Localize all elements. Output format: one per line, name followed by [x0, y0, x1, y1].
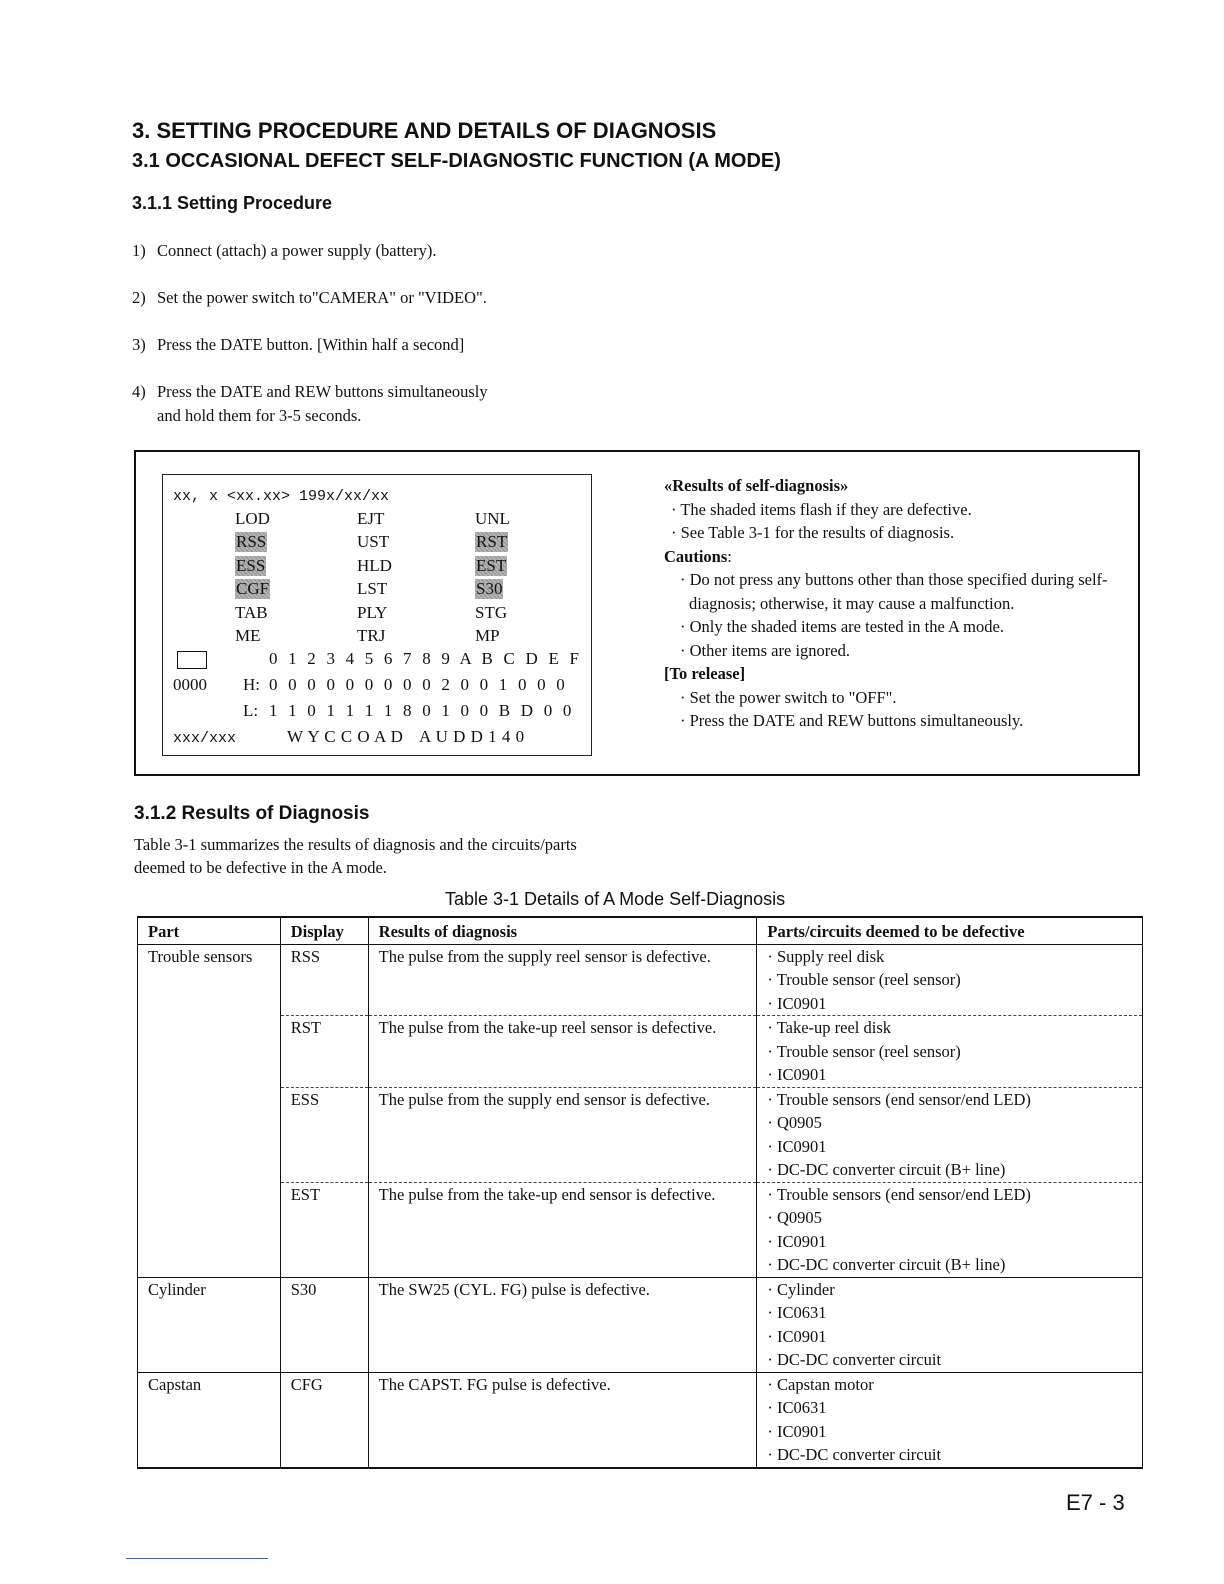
release-note: · Set the power switch to "OFF". — [680, 687, 897, 707]
part-cell: Capstan — [138, 1372, 281, 1468]
result-cell: The pulse from the take-up end sensor is defective. — [368, 1182, 757, 1277]
code-value: 0000 — [173, 675, 207, 694]
screen-item: STG — [475, 603, 508, 622]
part-cell: Trouble sensors — [138, 944, 281, 1277]
screen-item-shaded: S30 — [476, 579, 503, 598]
table-row — [138, 1087, 1143, 1182]
parts-cell: · Capstan motor · IC0631 · IC0901 · DC-DC converter circuit — [757, 1372, 1143, 1468]
step-3: 3) Press the DATE button. [Within half a second] — [132, 335, 465, 354]
table-row — [138, 1182, 1143, 1277]
screen-item: ME — [235, 626, 261, 645]
screen-item-shaded: RST — [476, 532, 508, 551]
screen-item-shaded: EST — [476, 556, 507, 575]
display-cell: EST — [280, 1182, 368, 1277]
release-note: · Press the DATE and REW buttons simultaneously. — [680, 711, 1024, 730]
table-header-row — [138, 917, 1143, 944]
table-row — [138, 1277, 1143, 1372]
caution-note: · Do not press any buttons other than those specified during self-diagnosis; otherwise, it may cause a malfunction. — [680, 570, 1108, 613]
parts-cell: · Supply reel disk · Trouble sensor (reel sensor) · IC0901 — [757, 944, 1143, 1016]
display-cell: ESS — [280, 1087, 368, 1182]
parts-cell: · Take-up reel disk · Trouble sensor (reel sensor) · IC0901 — [757, 1016, 1143, 1088]
screen-item-shaded: RSS — [236, 532, 267, 551]
caution-note: · Only the shaded items are tested in the A mode. — [680, 617, 1004, 636]
screen-footer-right: A U D D 1 4 0 — [419, 727, 525, 746]
results-note: · The shaded items flash if they are defective. — [671, 499, 972, 519]
screen-item: EJT — [357, 509, 385, 528]
display-cell: RSS — [280, 944, 368, 1016]
display-cell: RST — [280, 1016, 368, 1088]
parts-cell: · Cylinder · IC0631 · IC0901 · DC-DC converter circuit — [757, 1277, 1143, 1372]
screen-item: LOD — [235, 509, 270, 528]
display-cell: S30 — [280, 1277, 368, 1372]
result-cell: The pulse from the supply end sensor is defective. — [368, 1087, 757, 1182]
screen-item: HLD — [357, 556, 392, 575]
result-cell: The pulse from the take-up reel sensor is defective. — [368, 1016, 757, 1088]
diagnosis-display-box — [134, 450, 1140, 776]
screen-item: LST — [357, 579, 388, 598]
h-label: H: — [243, 675, 260, 694]
setting-procedure-heading: 3.1.1 Setting Procedure — [132, 193, 333, 213]
results-heading: 3.1.2 Results of Diagnosis — [134, 803, 370, 824]
hex-header: 0 1 2 3 4 5 6 7 8 9 A B C D E F — [269, 649, 583, 668]
screen-item-shaded: ESS — [236, 556, 266, 575]
table-caption: Table 3-1 Details of A Mode Self-Diagnosis — [445, 889, 786, 909]
screen-item: TRJ — [357, 626, 386, 645]
parts-cell: · Trouble sensors (end sensor/end LED) · Q0905 · IC0901 · DC-DC converter circuit (B+ line) — [757, 1182, 1143, 1277]
square-icon — [177, 651, 207, 669]
screen-footer-left: xxx/xxx — [173, 730, 237, 747]
col-header-part: Part — [138, 917, 281, 944]
screen-item: TAB — [235, 603, 268, 622]
col-header-results: Results of diagnosis — [368, 917, 757, 944]
section-heading: 3. SETTING PROCEDURE AND DETAILS OF DIAGNOSIS — [132, 118, 717, 143]
table-row — [138, 1016, 1143, 1088]
screen-item: UST — [357, 532, 390, 551]
table-row — [138, 944, 1143, 1016]
diagnosis-notes — [664, 474, 1134, 733]
col-header-parts: Parts/circuits deemed to be defective — [757, 917, 1143, 944]
footer-divider — [126, 1558, 268, 1559]
release-title: [To release] — [664, 664, 746, 683]
part-cell: Cylinder — [138, 1277, 281, 1372]
result-cell: The CAPST. FG pulse is defective. — [368, 1372, 757, 1468]
screen-item: MP — [475, 626, 500, 645]
screen-footer-mid: W Y C C O A D — [287, 727, 404, 746]
col-header-display: Display — [280, 917, 368, 944]
diagnosis-table — [137, 916, 1143, 1469]
results-title: «Results of self-diagnosis» — [664, 476, 849, 495]
screen-item-shaded: CGF — [236, 579, 270, 598]
step-1: 1) Connect (attach) a power supply (battery). — [132, 241, 437, 260]
step-2: 2) Set the power switch to"CAMERA" or "VIDEO". — [132, 288, 487, 307]
viewfinder-screen — [162, 474, 592, 756]
screen-header-line: xx, x <xx.xx> 199x/xx/xx — [173, 488, 390, 505]
results-paragraph: Table 3-1 summarizes the results of diagnosis and the circuits/parts deemed to be defective in the A mode. — [134, 835, 577, 877]
caution-note: · Other items are ignored. — [680, 640, 850, 660]
cautions-title: Cautions: — [664, 546, 732, 566]
l-label: L: — [243, 701, 259, 720]
screen-item: UNL — [475, 509, 510, 528]
screen-item: PLY — [357, 603, 388, 622]
page-number: E7 - 3 — [1066, 1490, 1125, 1515]
h-values: 0 0 0 0 0 0 0 0 0 2 0 0 1 0 0 0 — [269, 675, 568, 694]
step-4: 4) Press the DATE and REW buttons simultaneously and hold them for 3-5 seconds. — [132, 382, 488, 425]
subsection-heading: 3.1 OCCASIONAL DEFECT SELF-DIAGNOSTIC FUNCTION (A MODE) — [132, 150, 781, 172]
result-cell: The pulse from the supply reel sensor is defective. — [368, 944, 757, 1016]
result-cell: The SW25 (CYL. FG) pulse is defective. — [368, 1277, 757, 1372]
display-cell: CFG — [280, 1372, 368, 1468]
parts-cell: · Trouble sensors (end sensor/end LED) · Q0905 · IC0901 · DC-DC converter circuit (B+ line) — [757, 1087, 1143, 1182]
results-note: · See Table 3-1 for the results of diagnosis. — [671, 523, 955, 542]
table-row — [138, 1372, 1143, 1468]
l-values: 1 1 0 1 1 1 1 8 0 1 0 0 B D 0 0 — [269, 701, 575, 720]
